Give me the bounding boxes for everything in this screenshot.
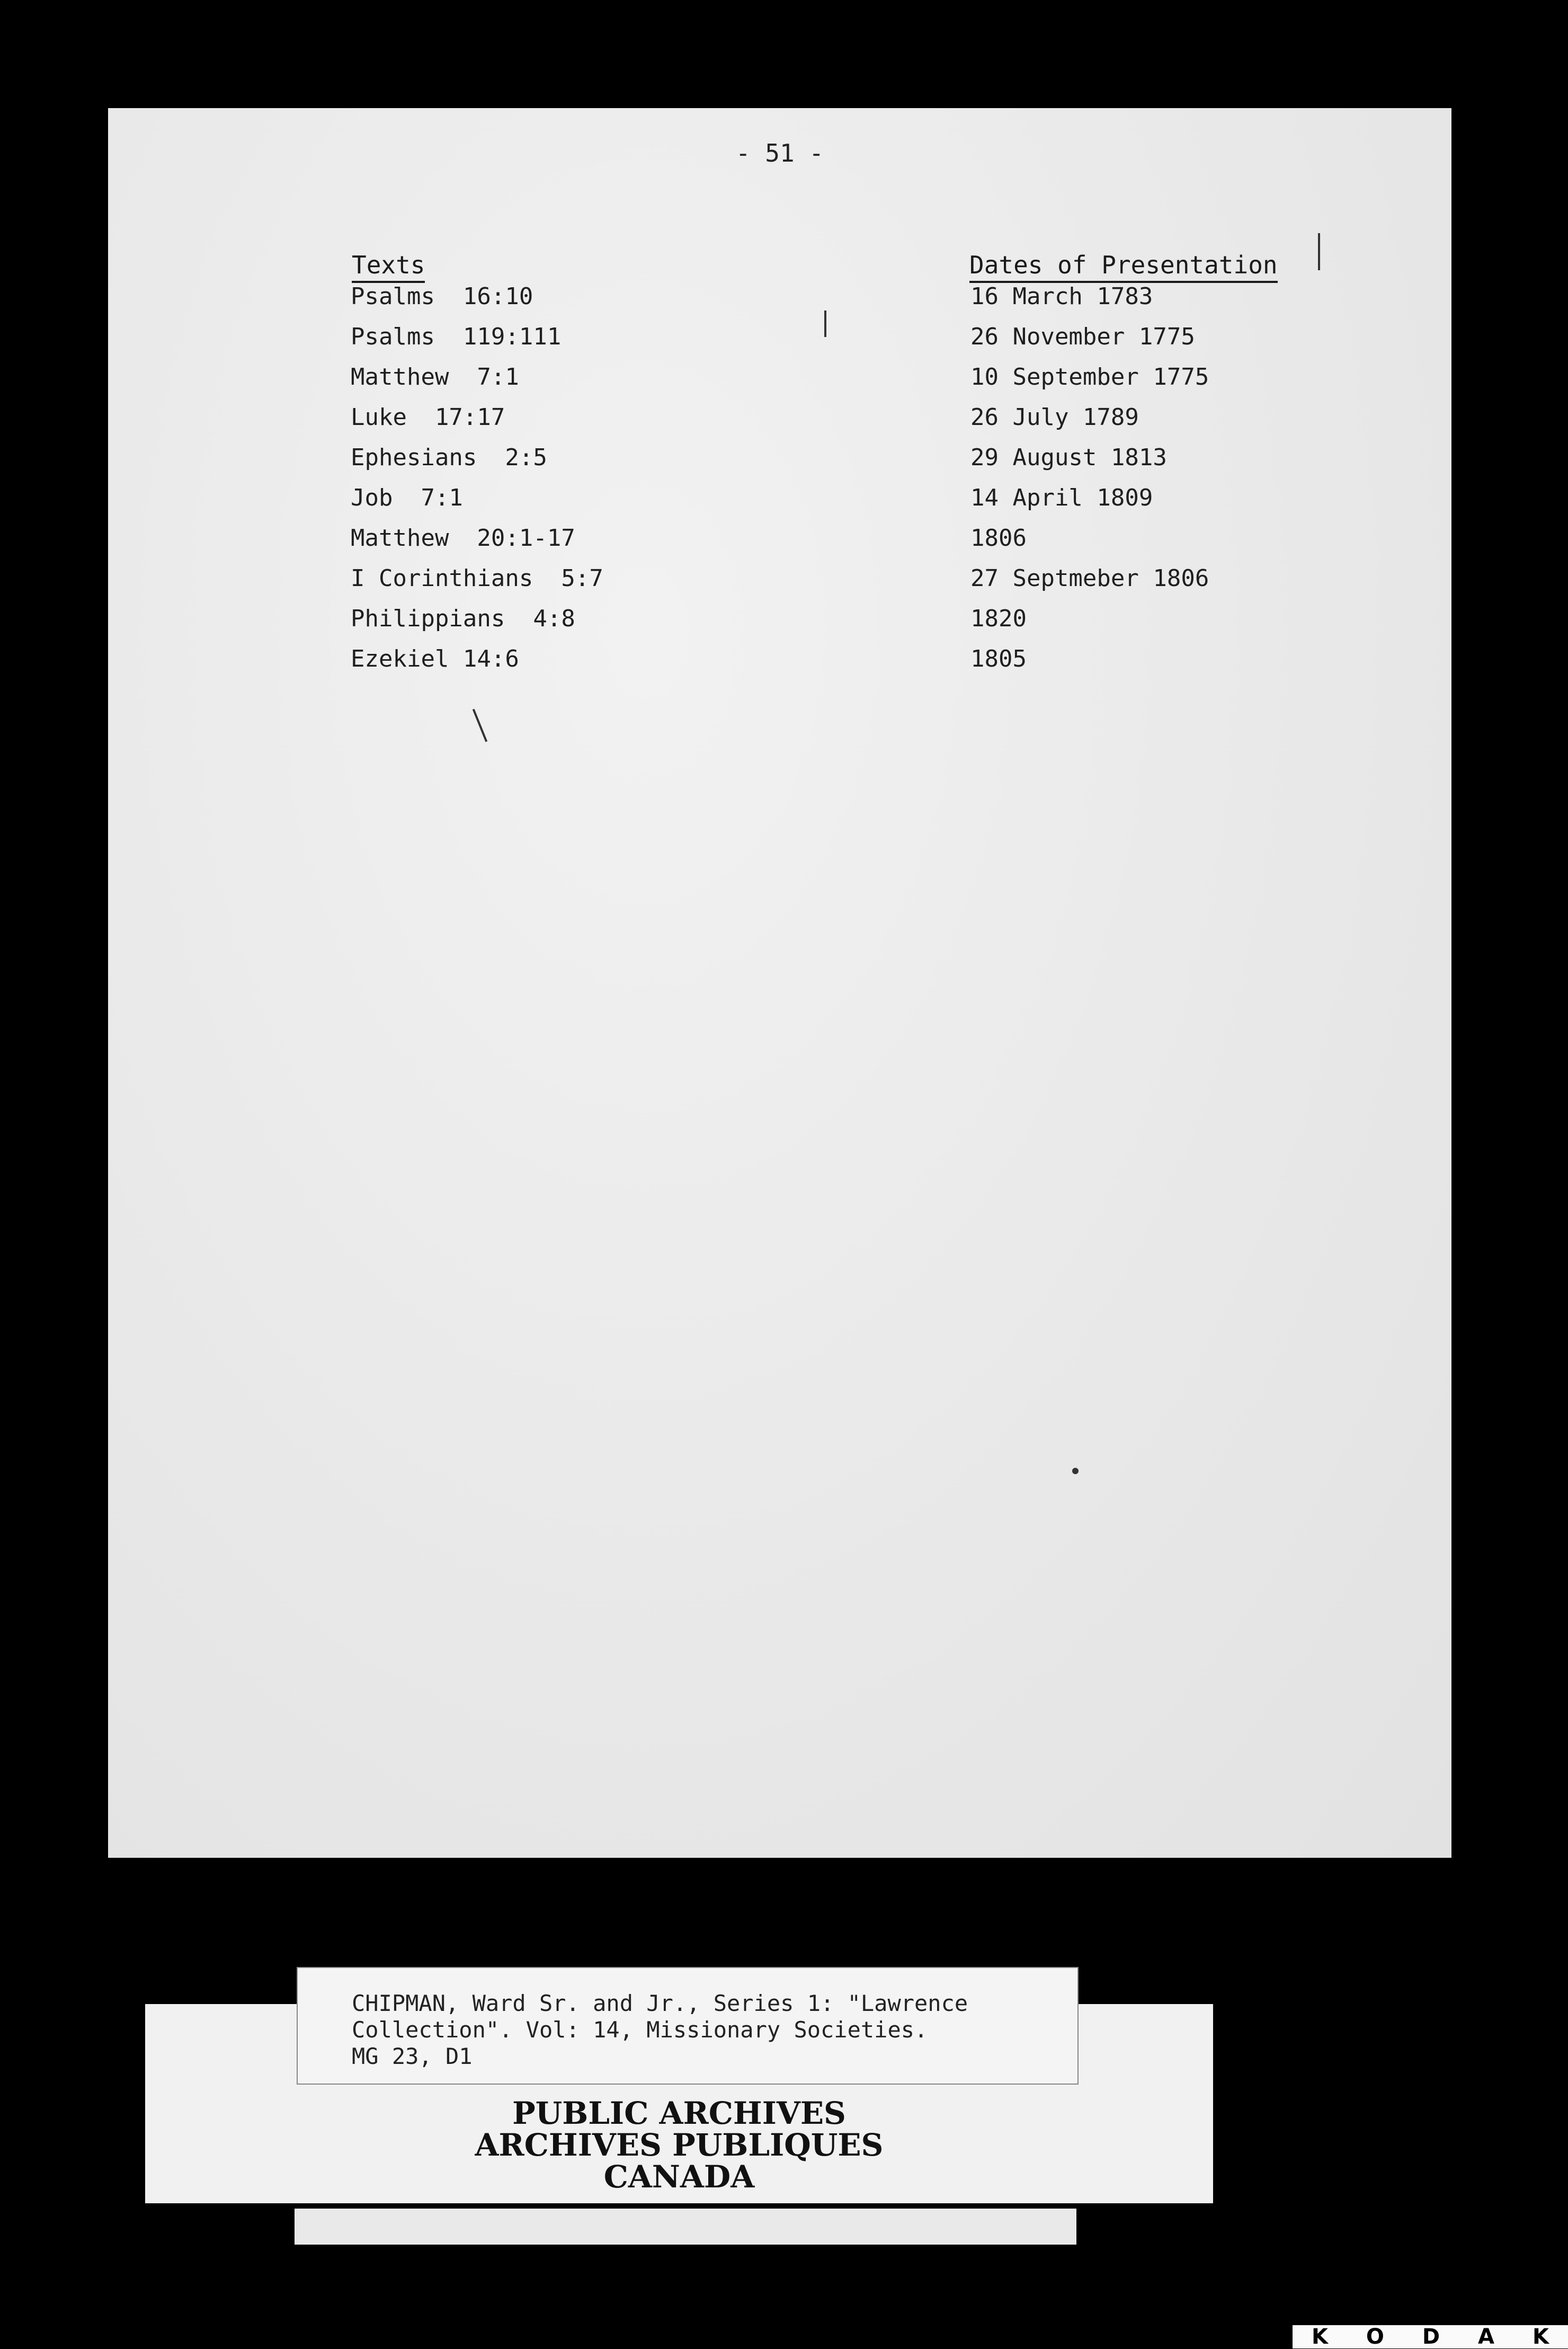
presentation-date: 29 August 1813 — [970, 444, 1167, 471]
scripture-text: Ephesians 2:5 — [351, 444, 547, 471]
presentation-date: 14 April 1809 — [970, 484, 1153, 511]
table-row — [108, 605, 1451, 645]
film-letter: D — [1422, 2325, 1440, 2349]
dates-column-header: Dates of Presentation — [969, 250, 1278, 283]
scripture-text: Psalms 119:111 — [351, 323, 562, 350]
film-letter: O — [1366, 2325, 1384, 2349]
scripture-text: Ezekiel 14:6 — [351, 645, 519, 672]
table-row — [108, 565, 1451, 605]
table-row — [108, 404, 1451, 444]
stamp-line-3: CANADA — [603, 2159, 755, 2195]
scripture-text: Job 7:1 — [351, 484, 463, 511]
page-number: - 51 - — [735, 139, 824, 167]
film-letter: K — [1311, 2325, 1328, 2349]
slip-line-1: CHIPMAN, Ward Sr. and Jr., Series 1: "Lawrence — [352, 1990, 968, 2016]
scripture-text: Matthew 7:1 — [351, 364, 519, 391]
scripture-text: Philippians 4:8 — [351, 605, 575, 632]
scripture-text: Matthew 20:1-17 — [351, 525, 575, 552]
scripture-text: Luke 17:17 — [351, 404, 505, 431]
stray-mark — [1072, 1468, 1079, 1474]
archive-stamp-strip — [295, 2209, 1076, 2245]
table-row — [108, 283, 1451, 323]
presentation-date: 27 Septmeber 1806 — [970, 565, 1209, 592]
stamp-line-2: ARCHIVES PUBLIQUES — [475, 2127, 884, 2163]
table-row — [108, 444, 1451, 484]
slip-line-3: MG 23, D1 — [352, 2043, 473, 2069]
stray-mark — [473, 709, 487, 742]
texts-column-header: Texts — [352, 250, 425, 283]
catalog-slip — [297, 1967, 1079, 2085]
presentation-date: 10 September 1775 — [970, 364, 1209, 391]
presentation-date: 16 March 1783 — [970, 283, 1153, 310]
table-row — [108, 484, 1451, 525]
document-page — [108, 108, 1451, 1858]
table-row — [108, 645, 1451, 686]
slip-line-2: Collection". Vol: 14, Missionary Societies. — [352, 2017, 928, 2043]
film-letter: A — [1478, 2325, 1495, 2349]
presentation-date: 26 July 1789 — [970, 404, 1139, 431]
film-edge-marking — [1293, 2325, 1568, 2348]
presentation-date: 26 November 1775 — [970, 323, 1195, 350]
presentation-date: 1805 — [970, 645, 1027, 672]
presentation-date: 1806 — [970, 525, 1027, 552]
scripture-text: I Corinthians 5:7 — [351, 565, 603, 592]
table-row — [108, 364, 1451, 404]
stamp-line-1: PUBLIC ARCHIVES — [512, 2095, 846, 2131]
table-row — [108, 323, 1451, 364]
stray-mark — [824, 311, 826, 337]
table-row — [108, 525, 1451, 565]
presentation-date: 1820 — [970, 605, 1027, 632]
film-letter: K — [1532, 2325, 1549, 2349]
scripture-text: Psalms 16:10 — [351, 283, 533, 310]
stray-mark — [1318, 233, 1320, 270]
